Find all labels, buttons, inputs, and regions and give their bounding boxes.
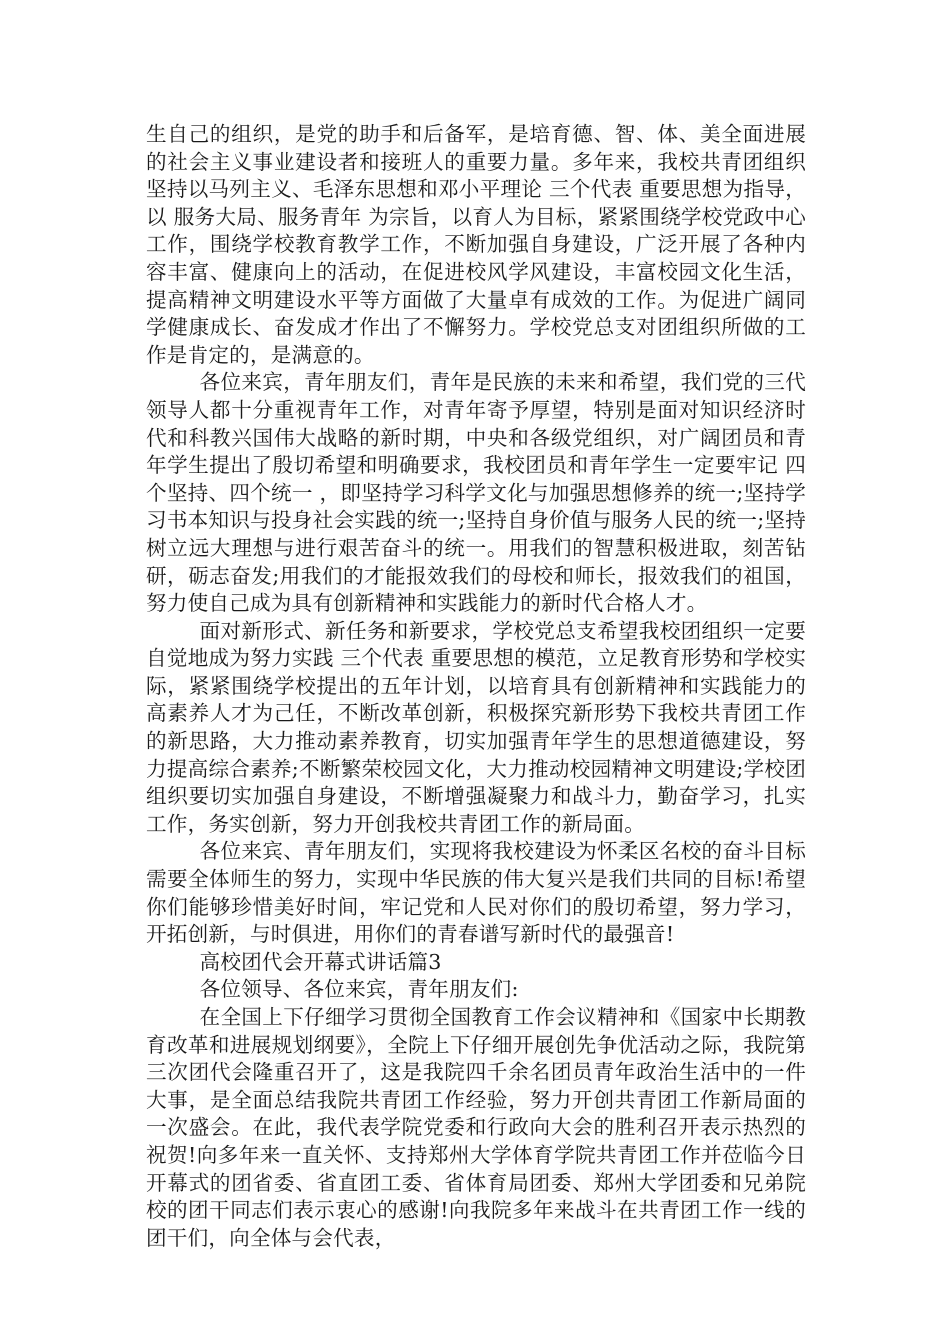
paragraph-4: 各位来宾、青年朋友们，实现将我校建设为怀柔区名校的奋斗目标需要全体师生的努力，实现中华民族的伟大复兴是我们共同的目标!希望你们能够珍惜美好时间，牢记党和人民对你们的殷切希望，努力学习，开拓创新，与时俱进，用你们的青春谱写新时代的最强音!	[146, 839, 806, 947]
paragraph-1: 生自己的组织，是党的助手和后备军，是培育德、智、体、美全面进展的社会主义事业建设者和接班人的重要力量。多年来，我校共青团组织坚持以马列主义、毛泽东思想和邓小平理论 三个代表 重要思想为指导，以 服务大局、服务青年 为宗旨，以育人为目标，紧紧围绕学校党政中心工作，围绕学校教育教学工作，不断加强自身建设，广泛开展了各种内容丰富、健康向上的活动，在促进校风学风建设，丰富校园文化生活，提高精神文明建设水平等方面做了大量卓有成效的工作。为促进广阔同学健康成长、奋发成才作出了不懈努力。学校党总支对团组织所做的工作是肯定的，是满意的。	[146, 122, 806, 367]
section-heading: 高校团代会开幕式讲话篇3	[199, 949, 442, 974]
paragraph-7: 在全国上下仔细学习贯彻全国教育工作会议精神和《国家中长期教育改革和进展规划纲要》，全院上下仔细开展创先争优活动之际，我院第三次团代会隆重召开了，这是我院四千余名团员青年政治生活中的一件大事，是全面总结我院共青团工作经验，努力开创共青团工作新局面的一次盛会。在此，我代表学院党委和行政向大会的胜利召开表示热烈的祝贺!向多年来一直关怀、支持郑州大学体育学院共青团工作并莅临今日开幕式的团省委、省直团工委、省体育局团委、郑州大学团委和兄弟院校的团干同志们表示衷心的感谢!向我院多年来战斗在共青团工作一线的团干们，向全体与会代表，	[146, 1005, 806, 1250]
paragraph-2: 各位来宾，青年朋友们，青年是民族的未来和希望，我们党的三代领导人都十分重视青年工作，对青年寄予厚望，特别是面对知识经济时代和科教兴国伟大战略的新时期，中央和各级党组织，对广阔团员和青年学生提出了殷切希望和明确要求，我校团员和青年学生一定要牢记 四个坚持、四个统一 ，即坚持学习科学文化与加强思想修养的统一;坚持学习书本知识与投身社会实践的统一;坚持自身价值与服务人民的统一;坚持树立远大理想与进行艰苦奋斗的统一。用我们的智慧积极进取，刻苦钻研，砺志奋发;用我们的才能报效我们的母校和师长，报效我们的祖国，努力使自己成为具有创新精神和实践能力的新时代合格人才。	[146, 370, 806, 616]
paragraph-3: 面对新形式、新任务和新要求，学校党总支希望我校团组织一定要自觉地成为努力实践 三个代表 重要思想的模范，立足教育形势和学校实际，紧紧围绕学校提出的五年计划，以培育具有创新精神和实践能力的高素养人才为己任，不断改革创新，积极探究新形势下我校共青团工作的新思路，大力推动素养教育，切实加强青年学生的思想道德建设，努力提高综合素养;不断繁荣校园文化，大力推动校园精神文明建设;学校团组织要切实加强自身建设，不断增强凝聚力和战斗力，勤奋学习，扎实工作，务实创新，努力开创我校共青团工作的新局面。	[146, 618, 806, 836]
document-page	[146, 121, 806, 1252]
salutation: 各位领导、各位来宾，青年朋友们:	[199, 977, 519, 1002]
